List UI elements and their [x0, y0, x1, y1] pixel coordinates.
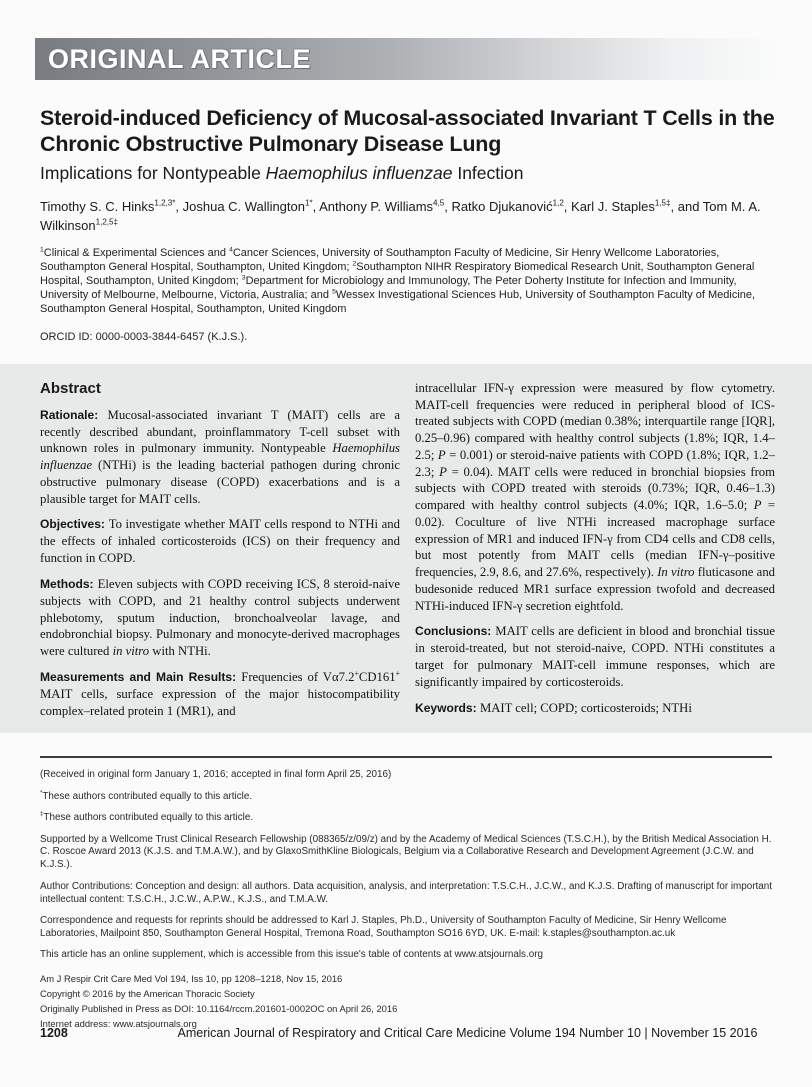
abstract-panel [0, 364, 812, 734]
journal-citation: Am J Respir Crit Care Med Vol 194, Iss 10, pp 1208–1218, Nov 15, 2016 [40, 973, 343, 984]
citation-block [40, 971, 775, 1031]
received-dates: (Received in original form January 1, 2016; accepted in final form April 25, 2016) [40, 769, 392, 781]
page-number: 1208 [40, 1026, 68, 1040]
article-type-label: ORIGINAL ARTICLE [48, 43, 311, 74]
author-list: Timothy S. C. Hinks$^{1,2,3*}$, Joshua C. Wallington$^{1*}$, Anthony P. Williams$^{4,5}$, Ratko Djukanović$^{1,2}$, Karl J. Staples$^{1,5\ddagger}$, and Tom M. A. Wilkinson$^{1,2,5\ddagger}$ [40, 198, 761, 233]
abstract-right-column [415, 380, 775, 720]
abstract-paragraph-rationale: Rationale: Mucosal-associated invariant T (MAIT) cells are a recently described abundant, proinflammatory T-cell subset with unknown roles in pulmonary immunity. Nontypeable Haemophilus influenzae (NTHi) is the leading bacterial pathogen during chronic obstructive pulmonary disease (COPD) exacerbations and is a plausible target for MAIT cells. [40, 407, 400, 506]
online-supplement-note: This article has an online supplement, which is accessible from this issue's table of contents at www.atsjournals.org [40, 949, 544, 961]
correspondence-note: Correspondence and requests for reprints should be addressed to Karl J. Staples, Ph.D., University of Southampton Faculty of Medicine, Sir Henry Wellcome Laboratories, Mailpoint 850, Southampton General Hospital, Tremona Road, Southampton SO16 6YD, UK. E-mail: k.staples@southampton.ac.uk [40, 914, 727, 939]
funding-note: Supported by a Wellcome Trust Clinical Research Fellowship (088365/z/09/z) and by the Academy of Medical Sciences (T.S.C.H.), by the British Medical Association H. C. Roscoe Award 2013 (K.J.S. and T.M.A.W.), and by GlaxoSmithKline Biologicals, Belgium via a Collaborative Research and Development Agreement (J.C.W. and K.J.S.). [40, 833, 772, 871]
doi-line: Originally Published in Press as DOI: 10.1164/rccm.201601-0002OC on April 26, 2016 [40, 1003, 398, 1015]
internet-address-line: Internet address: www.atsjournals.org [40, 1018, 197, 1030]
article-title: Steroid-induced Deficiency of Mucosal-associated Invariant T Cells in the Chronic Obstructive Pulmonary Disease Lung [40, 106, 775, 157]
article-header [40, 105, 775, 343]
abstract-paragraph-results-continued: intracellular IFN-γ expression were measured by flow cytometry. MAIT-cell frequencies were reduced in peripheral blood of ICS-treated subjects with COPD (median 0.38%; interquartile range [IQR], 0.25–0.96) compared with healthy control subjects (1.8%; IQR, 1.4–2.5; P = 0.001) or steroid-naive patients with COPD (1.8%; IQR, 1.2–2.3; P = 0.04). MAIT cells were reduced in bronchial biopsies from subjects with COPD treated with steroids (0.73%; IQR, 0.46–1.3) compared with healthy control subjects (4.0%; IQR, 1.6–5.0; P = 0.02). Coculture of live NTHi increased macrophage surface expression of MR1 and induced IFN-γ from CD4 cells and CD8 cells, but most potently from MAIT cells (median IFN-γ–positive frequencies, 2.9, 8.6, and 27.6%, respectively). In vitro fluticasone and budesonide reduced MR1 surface expression twofold and decreased NTHi-induced IFN-γ secretion eightfold. [415, 380, 776, 613]
journal-footer-line: American Journal of Respiratory and Critical Care Medicine Volume 194 Number 10 | November 15 2016 [177, 1026, 758, 1040]
abstract-paragraph-keywords: Keywords: MAIT cell; COPD; corticosteroids; NTHi [415, 700, 692, 715]
article-subtitle: Implications for Nontypeable Haemophilus influenzae Infection [40, 162, 524, 183]
page-footer [40, 1026, 775, 1040]
equal-contribution-dagger: ‡These authors contributed equally to this article. [40, 810, 254, 824]
orcid-line: ORCID ID: 0000-0003-3844-6457 (K.J.S.). [40, 330, 248, 343]
equal-contribution-star: *These authors contributed equally to this article. [40, 789, 253, 802]
abstract-columns [40, 380, 775, 720]
affiliations: $^1$Clinical & Experimental Sciences and $^4$Cancer Sciences, University of Southampton Faculty of Medicine, Sir Henry Wellcome Laboratories, Southampton General Hospital, Southampton, United Kingdom; $^2$Southampton NIHR Respiratory Biomedical Research Unit, Southampton General Hospital, Southampton, United Kingdom; $^3$Department for Microbiology and Immunology, The Peter Doherty Institute for Infection and Immunity, University of Melbourne, Melbourne, Victoria, Australia; and $^5$Wessex Investigational Sciences Hub, University of Southampton Faculty of Medicine, Southampton General Hospital, Southampton, United Kingdom [40, 246, 756, 315]
abstract-paragraph-objectives: Objectives: To investigate whether MAIT cells respond to NTHi and the effects of inhaled corticosteroids (ICS) on their frequency and function in COPD. [40, 517, 400, 566]
article-type-banner [35, 38, 777, 80]
abstract-paragraph-conclusions: Conclusions: MAIT cells are deficient in blood and bronchial tissue in steroid-treated, but not steroid-naive, COPD. NTHi constitutes a target for pulmonary MAIT-cell immune responses, which are significantly impaired by corticosteroids. [415, 624, 775, 689]
copyright-line: Copyright © 2016 by the American Thoracic Society [40, 988, 255, 1000]
abstract-left-column [40, 380, 400, 720]
footnote-block [40, 769, 775, 1031]
abstract-heading: Abstract [40, 379, 101, 397]
abstract-paragraph-methods: Methods: Eleven subjects with COPD receiving ICS, 8 steroid-naive subjects with COPD, and 21 healthy control subjects underwent phlebotomy, sputum induction, bronchoalveolar lavage, and endobronchial biopsy. Pulmonary and monocyte-derived macrophages were cultured in vitro with NTHi. [40, 576, 400, 659]
abstract-paragraph-measurements: Measurements and Main Results: Frequencies of Vα7.2+CD161+ MAIT cells, surface expression of the major histocompatibility complex–related protein 1 (MR1), and [40, 668, 401, 718]
author-contributions-note: Author Contributions: Conception and design: all authors. Data acquisition, analysis, and interpretation: T.S.C.H., J.C.W., and K.J.S. Drafting of manuscript for important intellectual content: T.S.C.H., J.C.W., A.P.W., K.J.S., and T.M.A.W. [40, 880, 773, 905]
footnote-divider [40, 756, 772, 758]
